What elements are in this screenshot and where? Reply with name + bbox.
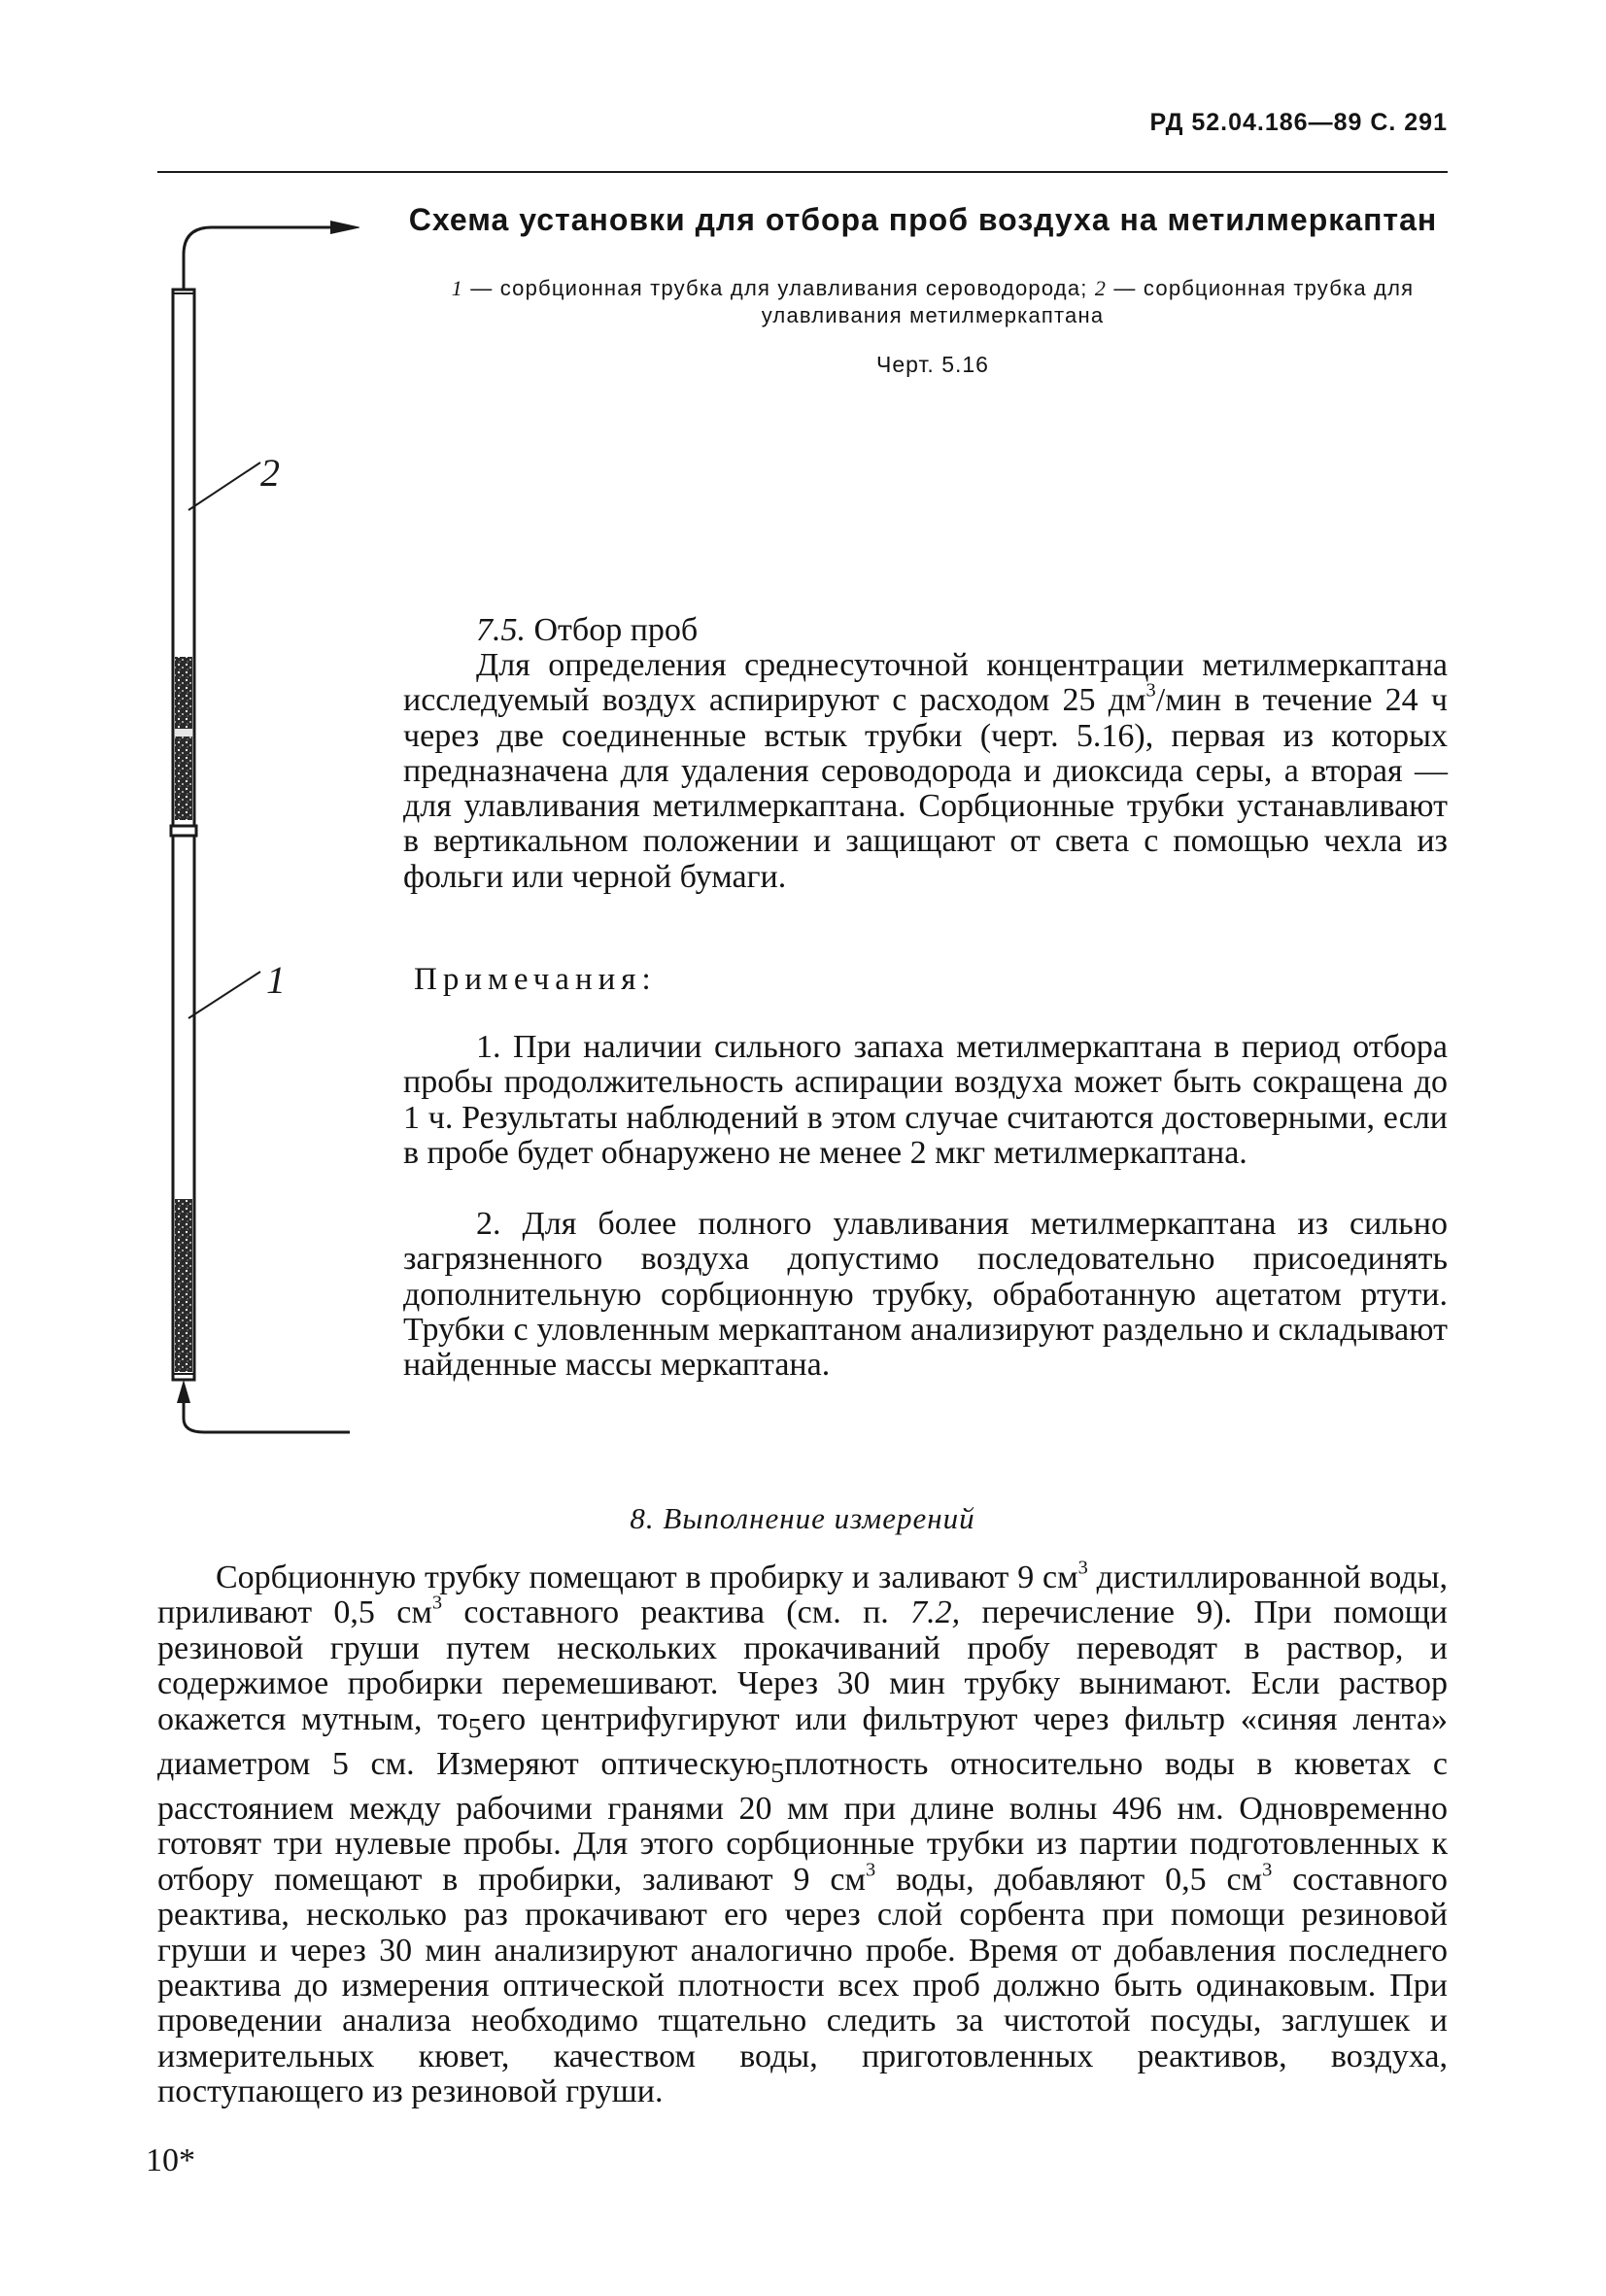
footer-mark: 10* xyxy=(146,2142,195,2178)
figure-number: Черт. 5.16 xyxy=(876,352,989,377)
inlet-tube-line xyxy=(184,1391,350,1432)
section-7-5-text-b: /мин в течение 24 ч через две соединенные встык трубки (черт. 5.16), первая из которых предназначена для удаления сероводорода и диоксида серы, а вторая — для улавливания метилмеркаптана. Сорбционные трубки устанавливают в вертикальном положении и защищают от света с помощью чехла из фольги или черной бумаги. xyxy=(403,682,1448,895)
legend-1-text: — сорбционная трубка для улавливания сероводорода; xyxy=(462,276,1095,300)
s8-sub-2: 5 xyxy=(770,1758,785,1789)
section-7-5-title: Отбор проб xyxy=(526,612,699,648)
s8-sup-3: 3 xyxy=(866,1859,876,1881)
tube-2-sorbent xyxy=(175,657,192,820)
s8-sup-4: 3 xyxy=(1262,1859,1273,1881)
outlet-tube-line xyxy=(184,227,338,290)
s8-sub-1: 5 xyxy=(467,1713,482,1744)
s8-text-4: перечисление 9). При помощи резиновой груши путем нескольких прокачиваний пробу переводят в раствор, и содержимое пробирки перемешивают. Через 30 мин трубку вынимают. Если раствор окажется мутным, то xyxy=(157,1594,1448,1737)
note-1: 1. При наличии сильного запаха метилмеркаптана в период отбора пробы продолжительность аспирации воздуха может быть сокращена до 1 ч. Результаты наблюдений в этом случае считаются достоверными, если в пробе будет обнаружено не менее 2 мкг метилмеркаптана. xyxy=(403,1029,1448,1171)
s8-text-1: Сорбционную трубку помещают в пробирку и заливают 9 см xyxy=(216,1559,1078,1595)
s8-text-2: дистиллированной воды, приливают 0,5 см xyxy=(157,1559,1448,1631)
s8-reference: 7.2, xyxy=(910,1594,961,1631)
legend-2-text: — сорбционная трубка для улавливания метилмеркаптана xyxy=(761,276,1415,327)
note-2: 2. Для более полного улавливания метилмеркаптана из сильно загрязненного воздуха допустимо последовательно присоединять дополнительную сорбционную трубку, обработанную ацетатом ртути. Трубки с уловленным меркаптаном анализируют раздельно и складывают найденные массы меркаптана. xyxy=(403,1206,1448,1384)
legend-2-number: 2 xyxy=(1094,276,1108,300)
notes-heading: Примечания: xyxy=(414,962,657,997)
s8-text-3: составного реактива (см. п. xyxy=(442,1594,911,1631)
section-7-5-text-a: Для определения среднесуточной концентрации метилмеркаптана исследуемый воздух аспирируют с расходом 25 дм xyxy=(403,647,1448,719)
unit-superscript: 3 xyxy=(1145,680,1156,703)
tube-2-sorbent-gap xyxy=(175,729,192,737)
inlet-arrow-icon xyxy=(177,1380,190,1403)
sampling-apparatus-diagram xyxy=(146,204,359,1457)
outlet-arrow-icon xyxy=(330,221,359,234)
section-7-5-heading xyxy=(476,612,698,649)
section-7-5-number: 7.5. xyxy=(476,612,526,648)
section-8-heading: 8. Выполнение измерений xyxy=(630,1501,975,1535)
s8-text-5: его центрифугируют или фильтруют через фильтр «синяя лента» диаметром 5 см. Измеряют оптическую xyxy=(157,1700,1448,1782)
legend-1-number: 1 xyxy=(451,276,463,300)
tube-1-sorbent xyxy=(175,1199,192,1372)
tube-label-1: 1 xyxy=(266,958,286,1002)
figure-legend xyxy=(418,275,1448,329)
s8-text-8: составного реактива, несколько раз прокачивают его через слой сорбента при помощи резиновой груши и через 30 мин анализируют аналогично пробе. Время от добавления последнего реактива до измерения оптической плотности всех проб должно быть одинаковым. При проведении анализа необходимо тщательно следить за чистотой посуды, заглушек и измерительных кювет, качеством воды, приготовленных реактивов, воздуха, поступающего из резиновой груши. xyxy=(157,1861,1448,2110)
tube-label-2: 2 xyxy=(260,451,280,495)
s8-sup-2: 3 xyxy=(431,1593,443,1615)
section-7-5-paragraph xyxy=(403,648,1448,895)
section-8-paragraph xyxy=(157,1557,1448,2110)
leader-line-2 xyxy=(188,463,260,510)
figure-title: Схема установки для отбора проб воздуха на метилмеркаптан xyxy=(408,202,1438,237)
s8-text-6: плотность относительно воды в кюветах с расстоянием между рабочими гранями 20 мм при длине волны 496 нм. Одновременно готовят три нулевые пробы. Для этого сорбционные трубки из партии подготовленных к отбору помещают в пробирки, заливают 9 см xyxy=(157,1745,1448,1898)
s8-text-7: воды, добавляют 0,5 см xyxy=(875,1861,1263,1898)
s8-sup-1: 3 xyxy=(1077,1557,1088,1579)
leader-line-1 xyxy=(188,972,260,1018)
page-header-reference: РД 52.04.186—89 С. 291 xyxy=(1149,109,1448,136)
header-rule xyxy=(157,171,1448,173)
